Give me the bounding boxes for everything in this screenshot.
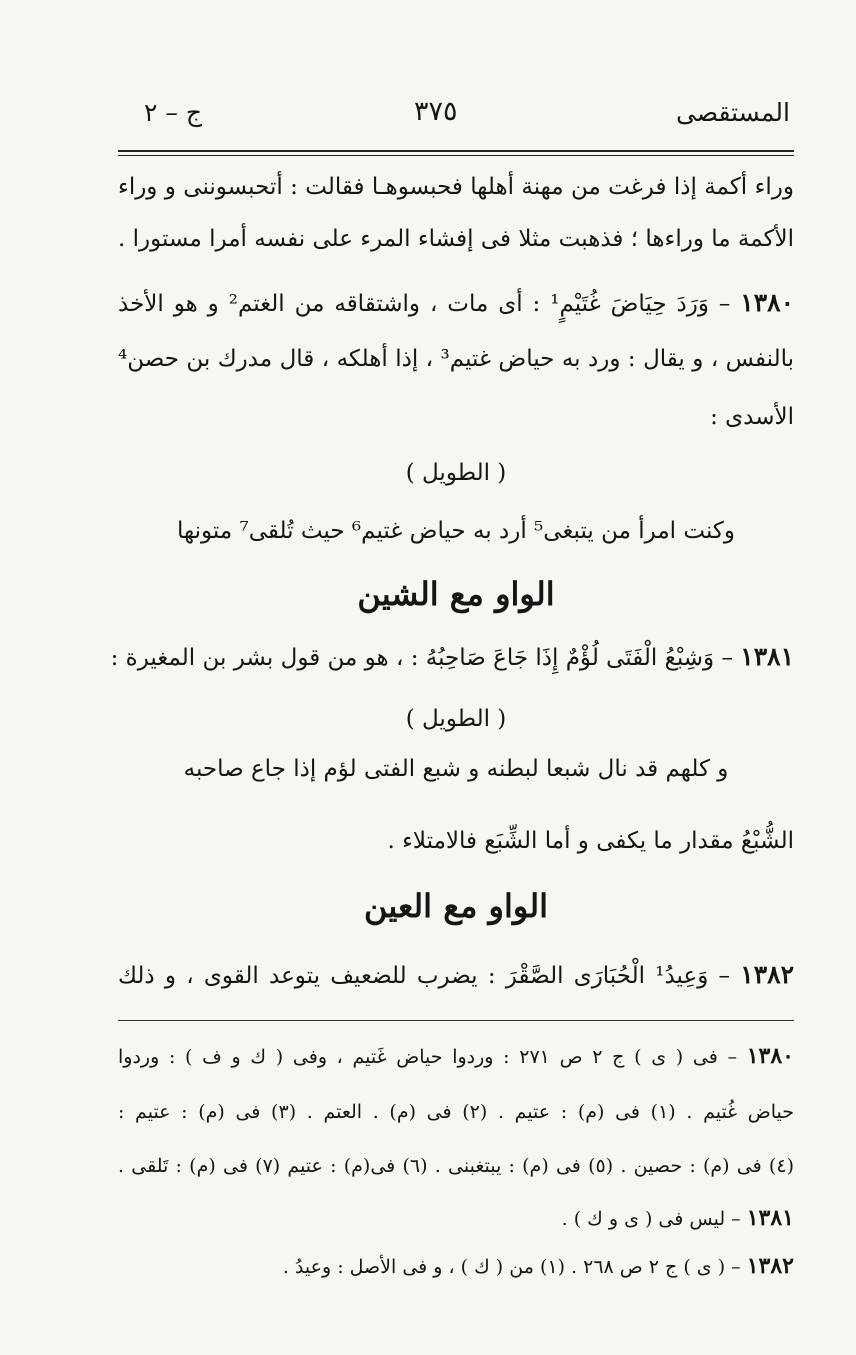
book-page bbox=[110, 92, 795, 1292]
entry-1380-line bbox=[118, 288, 794, 319]
entry-number: ١٣٨٢ bbox=[740, 960, 794, 989]
footnote-line: حياض غُتيم . (١) فى (م) : عتيم . (٢) فى (م) . العتم . (٣) فى (م) : عتيم : bbox=[118, 1101, 795, 1123]
entry-1381-line bbox=[110, 642, 794, 673]
footnote-line bbox=[118, 1042, 794, 1071]
page-header bbox=[118, 92, 794, 136]
body-line: بالنفس ، و يقال : ورد به حياض غتيم³ ، إذا أهلكه ، قال مدرك بن حصن⁴ bbox=[118, 346, 794, 372]
body-line: الأسدى : bbox=[710, 404, 794, 430]
entry-text: – وَشِبْعُ الْفَتَى لُؤْمٌ إِذَا جَاعَ صَاحِبُهُ : ، هو من قول بشر بن المغيرة : bbox=[110, 645, 733, 671]
entry-number: ١٣٨١ bbox=[740, 642, 794, 671]
page-number: ٣٧٥ bbox=[414, 96, 458, 127]
footnote-line bbox=[118, 1252, 794, 1281]
footnote-text: – ( ى ) ج ٢ ص ٢٦٨ . (١) من ( ك ) ، و فى الأصل : وعيدُ . bbox=[282, 1256, 741, 1278]
footnote-line bbox=[118, 1204, 794, 1233]
running-title: المستقصى bbox=[675, 98, 790, 127]
entry-1382-line bbox=[118, 960, 794, 991]
entry-number: ١٣٨٠ bbox=[740, 288, 795, 317]
part-number: ج – ٢ bbox=[144, 98, 202, 127]
footnote-text: – فى ( ى ) ج ٢ ص ٢٧١ : وردوا حياض غَتيم ، وفى ( ك و ف ) : وردوا bbox=[118, 1046, 738, 1068]
section-heading: الواو مع العين bbox=[363, 887, 549, 925]
section-heading: الواو مع الشين bbox=[357, 575, 555, 613]
body-line: الشُّبْعُ مقدار ما يكفى و أما الشِّبَع فالامتلاء . bbox=[387, 828, 794, 854]
footnote-number: ١٣٨٢ bbox=[746, 1253, 794, 1279]
footnote-number: ١٣٨٠ bbox=[746, 1043, 794, 1069]
body-line: وراء أكمة إذا فرغت من مهنة أهلها فحبسوهـا فقالت : أتحبسوننى و وراء bbox=[118, 174, 794, 200]
footnote-text: – ليس فى ( ى و ك ) . bbox=[561, 1208, 741, 1230]
meter-label: ( الطويل ) bbox=[405, 706, 507, 732]
body-line: الأكمة ما وراءها ؛ فذهبت مثلا فى إفشاء المرء على نفسه أمرا مستورا . bbox=[118, 226, 794, 252]
footnote-line: (٤) فى (م) : حصين . (٥) فى (م) : يبتغبنى . (٦) فى(م) : عتيم (٧) فى (م) : تَلقى . bbox=[118, 1155, 794, 1177]
header-rule bbox=[118, 150, 794, 156]
verse-line: و كلهم قد نال شبعا لبطنه و شبع الفتى لؤم إذا جاع صاحبه bbox=[183, 756, 729, 782]
entry-text: – وَعِيدُ¹ الْحُبَارَى الصَّقْرَ : يضرب للضعيف يتوعد القوى ، و ذلك bbox=[118, 963, 731, 989]
verse-line: وكنت امرأ من يتبغى⁵ أرد به حياض غتيم⁶ حيث تُلقى⁷ متونها bbox=[177, 518, 735, 544]
footnote-number: ١٣٨١ bbox=[746, 1205, 794, 1231]
entry-text: – وَرَدَ حِيَاضَ غُتَيْمٍ¹ : أى مات ، واشتقاقه من الغتم² و هو الأخذ bbox=[118, 291, 731, 317]
meter-label: ( الطويل ) bbox=[405, 460, 507, 486]
footnote-rule bbox=[118, 1020, 794, 1021]
